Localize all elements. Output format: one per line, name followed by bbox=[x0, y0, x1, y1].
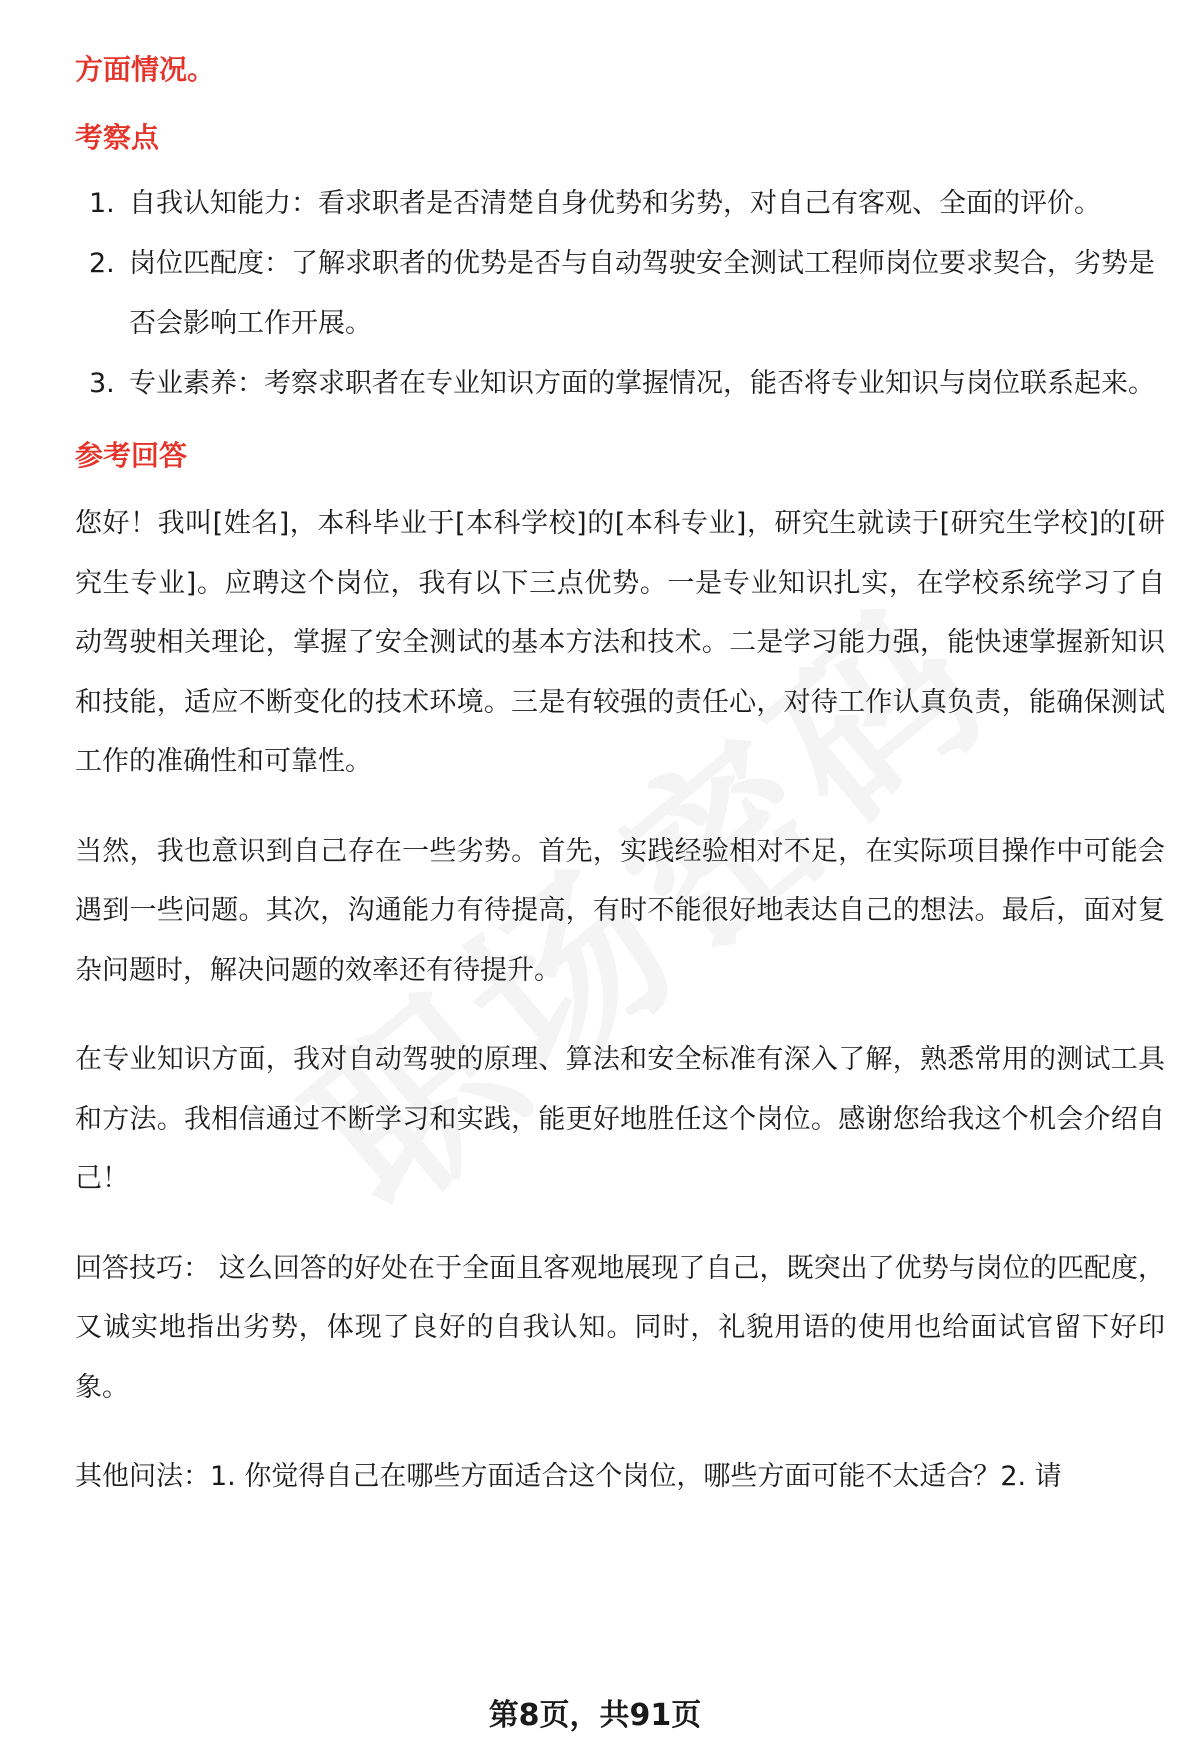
points-list bbox=[75, 174, 1165, 414]
page-number-footer: 第8页，共91页 bbox=[488, 1698, 702, 1733]
list-text: 自我认知能力：看求职者是否清楚自身优势和劣势，对自己有客观、全面的评价。 bbox=[129, 188, 1101, 219]
list-item bbox=[75, 174, 1165, 234]
answer-paragraph-2: 当然，我也意识到自己存在一些劣势。首先，实践经验相对不足，在实际项目操作中可能会遇到一些问题。其次，沟通能力有待提高，有时不能很好地表达自己的想法。最后，面对复杂问题时，解决问题的效率还有待提升。 bbox=[75, 835, 1165, 986]
list-text: 专业素养：考察求职者在专业知识方面的掌握情况，能否将专业知识与岗位联系起来。 bbox=[129, 368, 1155, 399]
list-number: 1. bbox=[89, 188, 115, 219]
heading-continuation: 方面情况。 bbox=[75, 53, 216, 86]
answer-paragraph-1: 您好！我叫[姓名]，本科毕业于[本科学校]的[本科专业]，研究生就读于[研究生学校]的[研究生专业]。应聘这个岗位，我有以下三点优势。一是专业知识扎实，在学校系统学习了自动驾驶相关理论，掌握了安全测试的基本方法和技术。二是学习能力强，能快速掌握新知识和技能，适应不断变化的技术环境。三是有较强的责任心，对待工作认真负责，能确保测试工作的准确性和可靠性。 bbox=[75, 508, 1165, 777]
page-content bbox=[75, 38, 1165, 1537]
list-item bbox=[75, 354, 1165, 414]
section-title-answer: 参考回答 bbox=[75, 439, 188, 472]
list-item bbox=[75, 234, 1165, 354]
other-questions-paragraph: 其他问法：1. 你觉得自己在哪些方面适合这个岗位，哪些方面可能不太适合？2. 请 bbox=[75, 1461, 1062, 1492]
answer-paragraph-3: 在专业知识方面，我对自动驾驶的原理、算法和安全标准有深入了解，熟悉常用的测试工具和方法。我相信通过不断学习和实践，能更好地胜任这个岗位。感谢您给我这个机会介绍自己！ bbox=[75, 1044, 1165, 1194]
answer-tips-paragraph: 回答技巧： 这么回答的好处在于全面且客观地展现了自己，既突出了优势与岗位的匹配度，又诚实地指出劣势，体现了良好的自我认知。同时，礼貌用语的使用也给面试官留下好印象。 bbox=[75, 1252, 1165, 1403]
list-number: 2. bbox=[89, 248, 115, 279]
list-number: 3. bbox=[89, 368, 115, 399]
list-text: 岗位匹配度：了解求职者的优势是否与自动驾驶安全测试工程师岗位要求契合，劣势是否会影响工作开展。 bbox=[129, 248, 1155, 339]
section-title-points: 考察点 bbox=[75, 121, 160, 154]
